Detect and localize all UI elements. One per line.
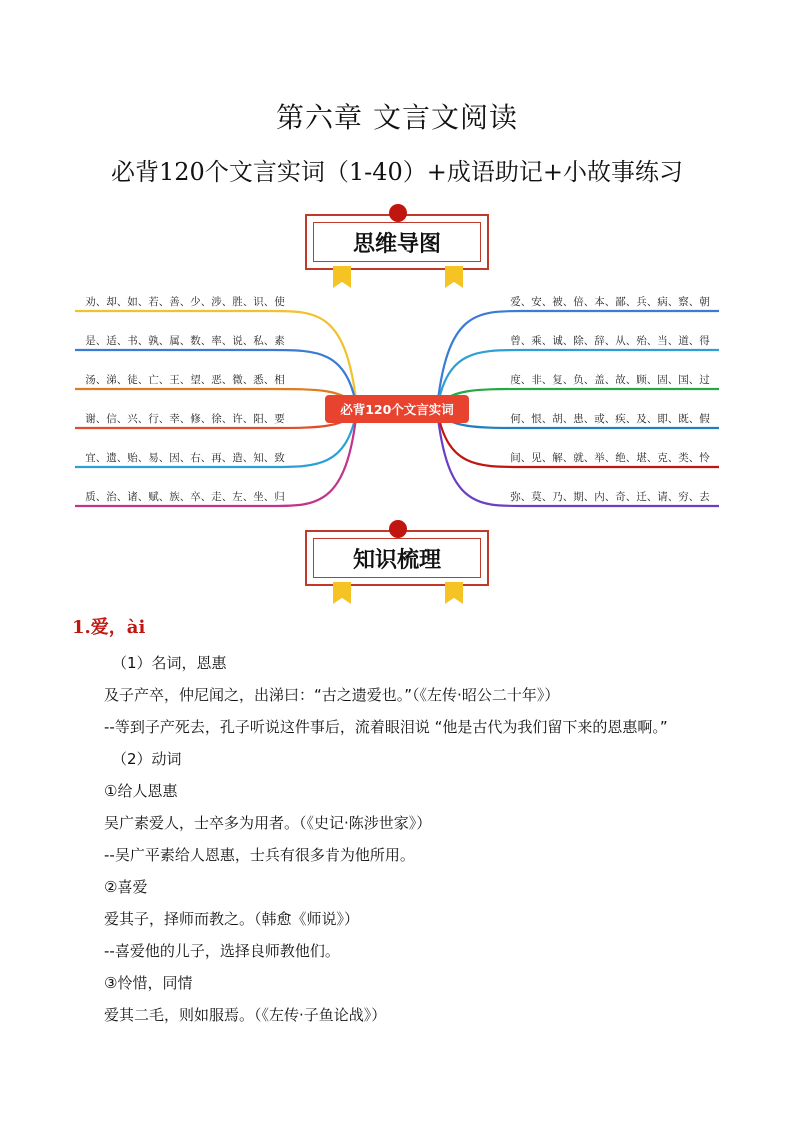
example-translation: --吴广平素给人恩惠，士兵有很多肯为他所用。 [104,846,415,864]
branch-label-left: 谢、信、兴、行、幸、修、徐、许、阳、要 [85,413,285,425]
mind-map [0,285,794,515]
example-quote: 爱其子，择师而教之。（韩愈《师说》） [104,910,360,928]
branch-line-left [75,311,357,409]
mindmap-banner [305,214,489,270]
mindmap-banner-label: 思维导图 [313,222,481,262]
branch-label-left: 劝、却、如、若、善、少、涉、胜、识、使 [85,296,285,308]
banner-dot-icon [389,520,407,538]
ribbon-right-icon [445,582,463,604]
sub-sense-heading: ③怜惜，同情 [104,974,193,992]
branch-label-left: 是、适、书、孰、属、数、率、说、私、素 [85,335,285,347]
branch-line-right [437,389,719,409]
branch-label-left: 宜、遗、贻、易、因、右、再、造、知、致 [85,452,285,464]
entry-heading: 1.爱，ài [72,617,146,638]
branch-line-right [437,311,719,409]
branch-label-right: 间、见、解、就、举、绝、堪、克、类、怜 [510,452,710,464]
center-node-label: 必背120个文言实词 [340,402,454,417]
branch-label-left: 汤、涕、徒、亡、王、望、恶、微、悉、相 [85,374,285,386]
branch-label-right: 弥、莫、乃、期、内、奇、迁、请、穷、去 [510,491,710,503]
branch-label-right: 爱、安、被、倍、本、鄙、兵、病、察、朝 [510,296,710,308]
example-quote: 及子产卒，仲尼闻之，出涕曰：“古之遗爱也。”（《左传·昭公二十年》） [104,686,560,704]
banner-dot-icon [389,204,407,222]
sense-heading: （2）动词 [112,750,182,768]
example-quote: 爱其二毛，则如服焉。（《左传·子鱼论战》） [104,1006,387,1024]
sense-heading: （1）名词，恩惠 [112,654,227,672]
branch-label-right: 何、恨、胡、患、或、疾、及、即、既、假 [510,413,710,425]
ribbon-left-icon [333,582,351,604]
example-translation: --喜爱他的儿子，选择良师教他们。 [104,942,340,960]
sub-sense-heading: ②喜爱 [104,878,148,896]
example-quote: 吴广素爱人，士卒多为用者。（《史记·陈涉世家》） [104,814,432,832]
branch-label-right: 度、非、复、负、盖、故、顾、固、国、过 [510,374,710,386]
example-translation: --等到子产死去，孔子听说这件事后，流着眼泪说 “他是古代为我们留下来的恩惠啊。” [104,718,668,736]
chapter-title: 第六章 文言文阅读 [276,101,518,134]
branch-label-right: 曾、乘、诚、除、辞、从、殆、当、道、得 [510,335,710,347]
page-subtitle: 必背120个文言实词（1-40）+成语助记+小故事练习 [111,158,683,186]
branch-line-left [75,389,357,409]
branch-label-left: 质、治、诸、赋、族、卒、走、左、坐、归 [85,491,285,503]
sub-sense-heading: ①给人恩惠 [104,782,178,800]
knowledge-banner-label: 知识梳理 [313,538,481,578]
knowledge-banner [305,530,489,586]
